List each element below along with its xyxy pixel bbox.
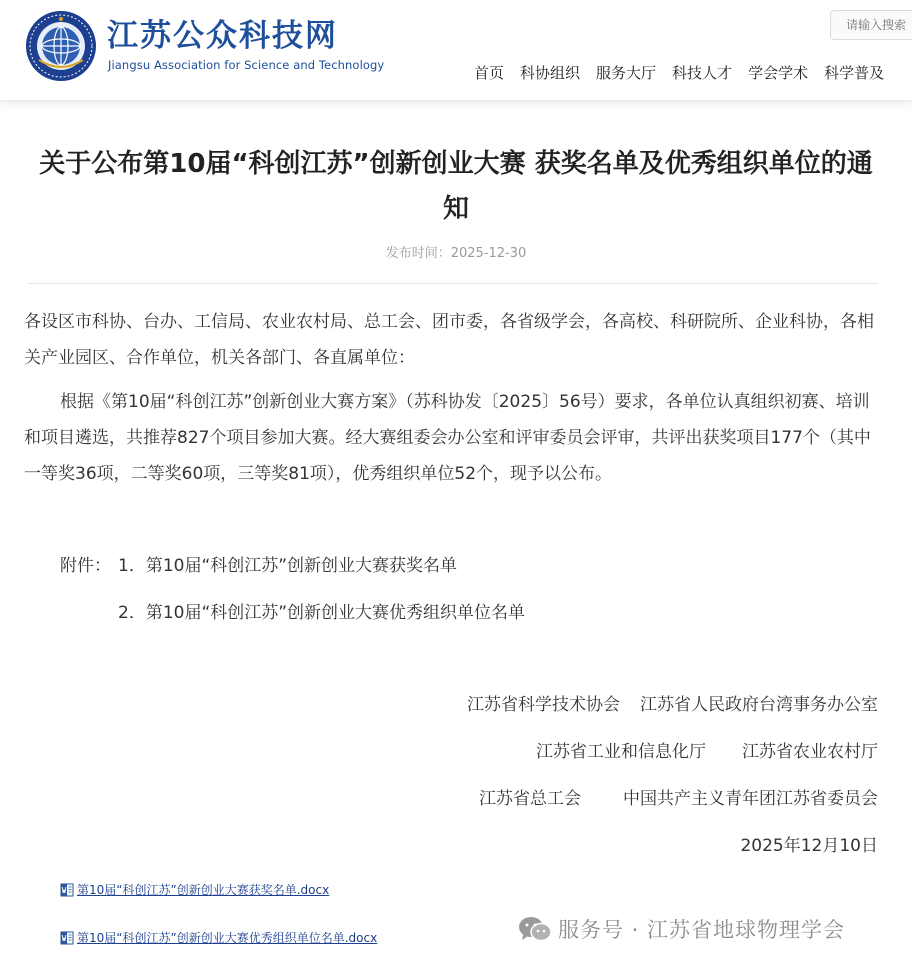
signature-line [479,784,878,809]
site-name-en: Jiangsu Association for Science and Technology [108,58,385,72]
signature-org: 江苏省总工会 [479,789,581,809]
watermark [518,914,845,944]
title-divider [28,283,878,284]
signature-line [536,737,878,762]
signature-date: 2025年12月10日 [740,836,878,856]
jast-emblem-icon[interactable] [25,10,97,82]
file-link-label[interactable]: 第10届“科创江苏”创新创业大赛优秀组织单位名单.docx [77,931,378,945]
site-header [0,0,912,101]
attachment-item: 2．第10届“科创江苏”创新创业大赛优秀组织单位名单 [118,603,526,623]
attachment-item: 1．第10届“科创江苏”创新创业大赛获奖名单 [118,556,458,576]
nav-item-talent[interactable]: 科技人才 [672,64,733,82]
nav-item-organization[interactable]: 科协组织 [520,64,581,82]
signature-line [467,690,878,715]
file-download-link[interactable] [60,881,329,898]
wechat-icon [518,916,552,942]
main-nav [474,62,900,84]
file-download-link[interactable] [60,929,377,946]
watermark-text: 服务号 · 江苏省地球物理学会 [558,918,846,942]
salutation: 各设区市科协、台办、工信局、农业农村局、总工会、团市委，各省级学会，各高校、科研院所、企业科协，各相关产业园区、合作单位，机关各部门、各直属单位： [24,312,874,368]
signature-org: 江苏省农业农村厅 [742,742,878,762]
search-input[interactable] [830,10,912,40]
publish-time: 发布时间：2025-12-30 [385,246,527,261]
site-name[interactable]: 江苏公众科技网 [107,18,338,54]
word-doc-icon [60,883,74,897]
signature-org: 江苏省工业和信息化厅 [536,742,706,762]
article-title: 关于公布第10届“科创江苏”创新创业大赛 获奖名单及优秀组织单位的通知 [39,149,873,224]
nav-item-service-hall[interactable]: 服务大厅 [596,64,657,82]
signature-org: 江苏省人民政府台湾事务办公室 [640,695,878,715]
file-link-label[interactable]: 第10届“科创江苏”创新创业大赛获奖名单.docx [77,883,330,897]
attachments-label: 附件： [60,556,111,576]
word-doc-icon [60,931,74,945]
nav-item-popular-science[interactable]: 科学普及 [824,64,885,82]
nav-item-home[interactable]: 首页 [474,64,505,82]
signature-org: 中国共产主义青年团江苏省委员会 [623,789,878,809]
nav-item-academic[interactable]: 学会学术 [748,64,809,82]
signature-org: 江苏省科学技术协会 [467,695,620,715]
body-paragraph: 根据《第10届“科创江苏”创新创业大赛方案》（苏科协发〔2025〕56号）要求，各单位认真组织初赛、培训和项目遴选，共推荐827个项目参加大赛。经大赛组委会办公室和评审委员会评审，共评出获奖项目177个（其中一等奖36项，二等奖60项，三等奖81项），优秀组织单位52个，现予以公布。 [24,392,871,484]
